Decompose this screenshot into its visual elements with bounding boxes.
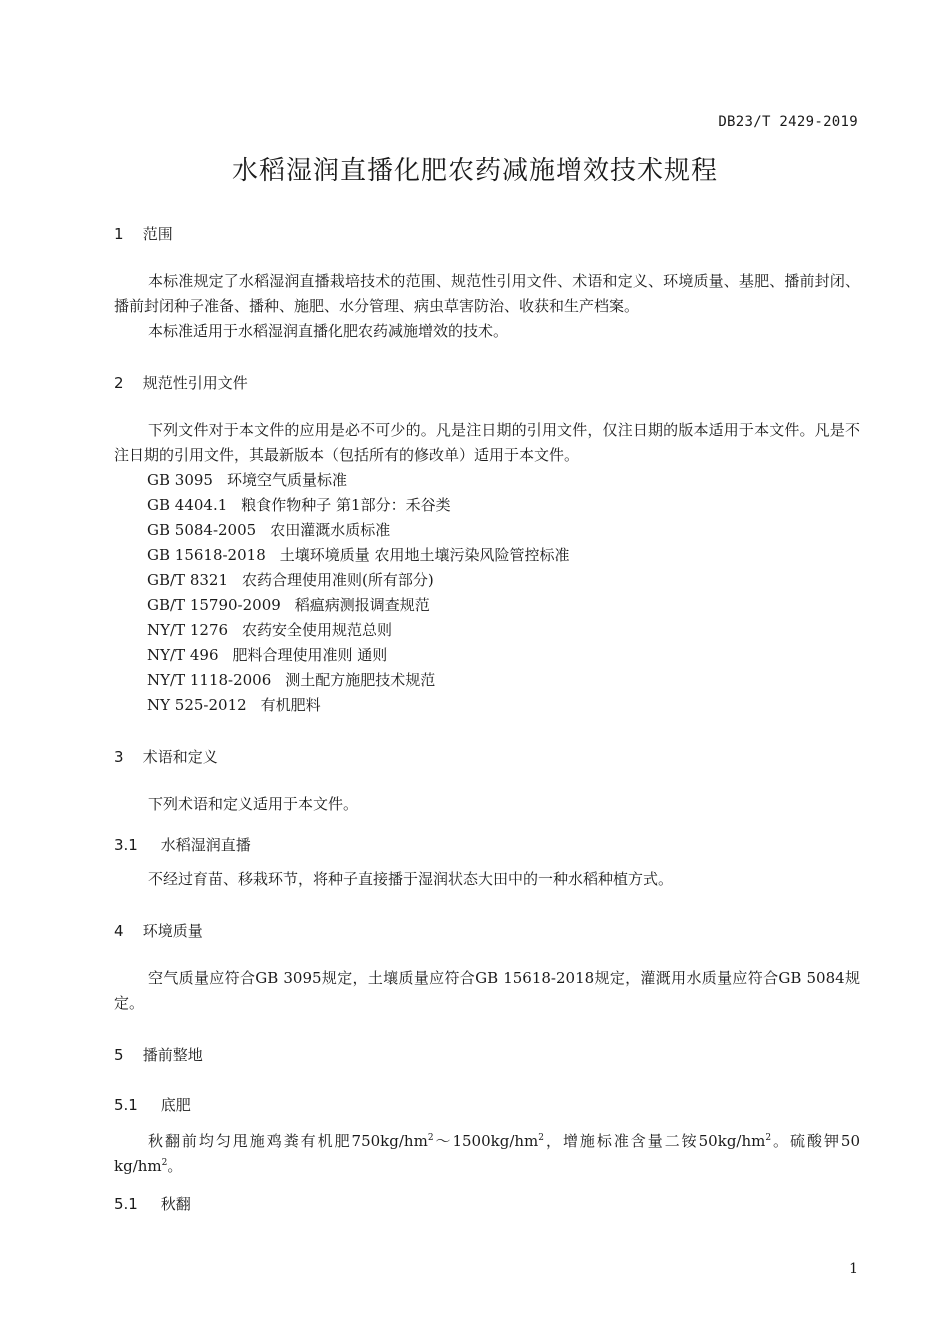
reference-item — [147, 493, 451, 518]
section-title: 播前整地 — [142, 1046, 203, 1064]
subsection-title: 底肥 — [160, 1096, 191, 1114]
reference-item — [147, 618, 392, 643]
reference-item — [147, 693, 321, 718]
reference-name: 稻瘟病测报调查规范 — [294, 596, 430, 614]
subsection-heading-base-fertilizer — [114, 1094, 191, 1115]
text-run: ～1500kg/hm — [433, 1132, 539, 1150]
subsection-title: 水稻湿润直播 — [160, 836, 251, 854]
section-number: 2 — [114, 374, 124, 392]
section-heading-scope — [114, 223, 173, 244]
subsection-number: 3.1 — [114, 836, 138, 854]
reference-name: 农药合理使用准则(所有部分) — [242, 571, 434, 589]
paragraph: 本标准规定了水稻湿润直播栽培技术的范围、规范性引用文件、术语和定义、环境质量、基肥、播前封闭、播前封闭种子准备、播种、施肥、水分管理、病虫草害防治、收获和生产档案。 — [114, 272, 860, 315]
reference-name: 测土配方施肥技术规范 — [285, 671, 436, 689]
paragraph: 下列文件对于本文件的应用是必不可少的。凡是注日期的引用文件，仅注日期的版本适用于本文件。凡是不注日期的引用文件，其最新版本（包括所有的修改单）适用于本文件。 — [114, 421, 860, 464]
paragraph: 空气质量应符合GB 3095规定，土壤质量应符合GB 15618-2018规定，灌溉用水质量应符合GB 5084规定。 — [114, 969, 860, 1012]
section-title: 规范性引用文件 — [142, 374, 248, 392]
reference-item — [147, 668, 435, 693]
reference-code: GB 15618-2018 — [147, 546, 266, 564]
reference-code: GB/T 8321 — [147, 571, 229, 589]
subsection-heading-wet-direct-seeding — [114, 834, 251, 855]
section-title: 范围 — [142, 225, 173, 243]
superscript: 2 — [427, 1133, 434, 1143]
reference-item — [147, 568, 434, 593]
reference-code: NY/T 496 — [147, 646, 219, 664]
reference-name: 有机肥料 — [260, 696, 321, 714]
reference-name: 农田灌溉水质标准 — [270, 521, 391, 539]
document-code: DB23/T 2429-2019 — [718, 114, 858, 130]
subsection-number: 5.1 — [114, 1195, 138, 1213]
reference-code: GB/T 15790-2009 — [147, 596, 281, 614]
reference-name: 土壤环境质量 农用地土壤污染风险管控标准 — [279, 546, 570, 564]
reference-code: NY/T 1118-2006 — [147, 671, 272, 689]
reference-name: 肥料合理使用准则 通则 — [232, 646, 388, 664]
text-run: 。硫酸钾50 kg/hm — [114, 1132, 860, 1175]
text-run: 。 — [167, 1157, 183, 1175]
section-title: 环境质量 — [142, 922, 203, 940]
reference-item — [147, 468, 347, 493]
document-title: 水稻湿润直播化肥农药减施增效技术规程 — [231, 156, 718, 186]
paragraph-base-fertilizer — [114, 1129, 860, 1179]
paragraph: 不经过育苗、移栽环节，将种子直接播于湿润状态大田中的一种水稻种植方式。 — [148, 870, 674, 888]
reference-code: NY/T 1276 — [147, 621, 229, 639]
reference-code: NY 525-2012 — [147, 696, 247, 714]
reference-item — [147, 643, 387, 668]
superscript: 2 — [161, 1158, 168, 1168]
paragraph: 下列术语和定义适用于本文件。 — [148, 795, 359, 813]
reference-item — [147, 518, 390, 543]
section-number: 3 — [114, 748, 124, 766]
reference-code: GB 3095 — [147, 471, 213, 489]
section-title: 术语和定义 — [142, 748, 218, 766]
reference-name: 环境空气质量标准 — [226, 471, 347, 489]
subsection-number: 5.1 — [114, 1096, 138, 1114]
text-run: ，增施标准含量二铵50kg/hm — [544, 1132, 766, 1150]
section-number: 1 — [114, 225, 124, 243]
section-heading-terms — [114, 746, 218, 767]
paragraph: 本标准适用于水稻湿润直播化肥农药减施增效的技术。 — [148, 322, 509, 340]
reference-name: 粮食作物种子 第1部分：禾谷类 — [241, 496, 451, 514]
section-heading-environment-quality — [114, 920, 203, 941]
section-heading-land-preparation — [114, 1044, 203, 1065]
reference-code: GB 5084-2005 — [147, 521, 257, 539]
text-run: 秋翻前均匀甩施鸡粪有机肥750kg/hm — [148, 1132, 428, 1150]
section-number: 5 — [114, 1046, 124, 1064]
reference-item — [147, 543, 570, 568]
superscript: 2 — [538, 1133, 545, 1143]
section-heading-normative-references — [114, 372, 248, 393]
reference-item — [147, 593, 430, 618]
subsection-title: 秋翻 — [160, 1195, 191, 1213]
page-number: 1 — [849, 1261, 858, 1277]
section-number: 4 — [114, 922, 124, 940]
reference-name: 农药安全使用规范总则 — [242, 621, 393, 639]
reference-code: GB 4404.1 — [147, 496, 228, 514]
subsection-heading-autumn-plowing — [114, 1193, 191, 1214]
superscript: 2 — [765, 1133, 772, 1143]
